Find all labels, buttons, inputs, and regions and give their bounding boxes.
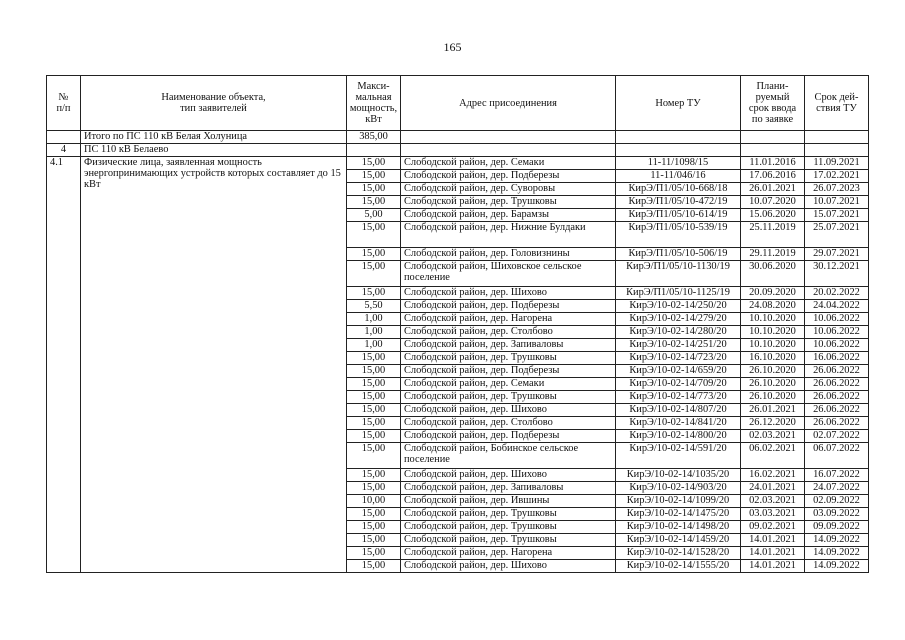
planned-date-cell: 16.10.2020 bbox=[741, 352, 805, 365]
address-cell: Слободской район, дер. Шихово bbox=[401, 560, 616, 573]
power-cell: 15,00 bbox=[347, 378, 401, 391]
tu-number-cell: КирЭ/П1/05/10-1125/19 bbox=[616, 287, 741, 300]
planned-date-cell: 09.02.2021 bbox=[741, 521, 805, 534]
power-cell: 15,00 bbox=[347, 261, 401, 287]
validity-date-cell: 24.07.2022 bbox=[805, 482, 869, 495]
tu-number-cell: КирЭ/10-02-14/659/20 bbox=[616, 365, 741, 378]
planned-date-cell: 15.06.2020 bbox=[741, 209, 805, 222]
planned-date-cell: 26.10.2020 bbox=[741, 391, 805, 404]
tu-number-cell: КирЭ/10-02-14/1498/20 bbox=[616, 521, 741, 534]
planned-date-cell: 10.10.2020 bbox=[741, 313, 805, 326]
address-cell: Слободской район, дер. Столбово bbox=[401, 326, 616, 339]
tu-number-cell: КирЭ/П1/05/10-668/18 bbox=[616, 183, 741, 196]
validity-date-cell: 15.07.2021 bbox=[805, 209, 869, 222]
validity-date-cell: 10.06.2022 bbox=[805, 326, 869, 339]
header-power: Макси- мальная мощность, кВт bbox=[347, 76, 401, 131]
power-cell: 15,00 bbox=[347, 157, 401, 170]
validity-date-cell: 26.06.2022 bbox=[805, 365, 869, 378]
planned-date-cell: 14.01.2021 bbox=[741, 534, 805, 547]
tu-number-cell: КирЭ/10-02-14/251/20 bbox=[616, 339, 741, 352]
power-cell: 15,00 bbox=[347, 508, 401, 521]
total-row bbox=[47, 131, 869, 144]
planned-date-cell: 24.08.2020 bbox=[741, 300, 805, 313]
address-cell: Слободской район, дер. Запиваловы bbox=[401, 339, 616, 352]
address-cell: Слободской район, дер. Нижние Булдаки bbox=[401, 222, 616, 248]
address-cell: Слободской район, дер. Столбово bbox=[401, 417, 616, 430]
tu-number-cell: КирЭ/10-02-14/1555/20 bbox=[616, 560, 741, 573]
planned-date-cell: 17.06.2016 bbox=[741, 170, 805, 183]
section-row bbox=[47, 144, 869, 157]
address-cell: Слободской район, дер. Шихово bbox=[401, 404, 616, 417]
address-cell: Слободской район, дер. Подберезы bbox=[401, 430, 616, 443]
tu-number-cell: КирЭ/10-02-14/591/20 bbox=[616, 443, 741, 469]
address-cell: Слободской район, Бобинское сельское поселение bbox=[401, 443, 616, 469]
address-cell: Слободской район, дер. Трушковы bbox=[401, 534, 616, 547]
power-cell: 15,00 bbox=[347, 547, 401, 560]
power-cell: 1,00 bbox=[347, 313, 401, 326]
validity-date-cell: 20.02.2022 bbox=[805, 287, 869, 300]
power-cell: 15,00 bbox=[347, 534, 401, 547]
tu-number-cell: КирЭ/10-02-14/1459/20 bbox=[616, 534, 741, 547]
validity-date-cell: 26.06.2022 bbox=[805, 404, 869, 417]
planned-date-cell: 03.03.2021 bbox=[741, 508, 805, 521]
page-number: 165 bbox=[443, 40, 462, 54]
group-num: 4.1 bbox=[47, 157, 81, 573]
address-cell: Слободской район, дер. Подберезы bbox=[401, 365, 616, 378]
validity-date-cell: 09.09.2022 bbox=[805, 521, 869, 534]
address-cell: Слободской район, Шиховское сельское поселение bbox=[401, 261, 616, 287]
connections-table bbox=[46, 75, 869, 573]
tu-number-cell: КирЭ/П1/05/10-539/19 bbox=[616, 222, 741, 248]
power-cell: 15,00 bbox=[347, 287, 401, 300]
group-name: Физические лица, заявленная мощность энергопринимающих устройств которых составляет до 15 кВт bbox=[81, 157, 347, 573]
address-cell: Слободской район, дер. Барамзы bbox=[401, 209, 616, 222]
planned-date-cell: 26.01.2021 bbox=[741, 183, 805, 196]
address-cell: Слободской район, дер. Шихово bbox=[401, 287, 616, 300]
address-cell: Слободской район, дер. Трушковы bbox=[401, 352, 616, 365]
header-name: Наименование объекта, тип заявителей bbox=[81, 76, 347, 131]
address-cell: Слободской район, дер. Нагорена bbox=[401, 547, 616, 560]
tu-number-cell: КирЭ/10-02-14/1099/20 bbox=[616, 495, 741, 508]
address-cell: Слободской район, дер. Запиваловы bbox=[401, 482, 616, 495]
power-cell: 10,00 bbox=[347, 495, 401, 508]
table-row bbox=[47, 157, 869, 170]
tu-number-cell: КирЭ/10-02-14/1528/20 bbox=[616, 547, 741, 560]
address-cell: Слободской район, дер. Трушковы bbox=[401, 521, 616, 534]
validity-date-cell: 26.07.2023 bbox=[805, 183, 869, 196]
total-power: 385,00 bbox=[347, 131, 401, 144]
tu-number-cell: КирЭ/П1/05/10-472/19 bbox=[616, 196, 741, 209]
planned-date-cell: 14.01.2021 bbox=[741, 560, 805, 573]
total-label: Итого по ПС 110 кВ Белая Холуница bbox=[81, 131, 347, 144]
planned-date-cell: 16.02.2021 bbox=[741, 469, 805, 482]
address-cell: Слободской район, дер. Головизнины bbox=[401, 248, 616, 261]
validity-date-cell: 14.09.2022 bbox=[805, 534, 869, 547]
tu-number-cell: КирЭ/П1/05/10-614/19 bbox=[616, 209, 741, 222]
power-cell: 15,00 bbox=[347, 430, 401, 443]
validity-date-cell: 10.07.2021 bbox=[805, 196, 869, 209]
power-cell: 15,00 bbox=[347, 222, 401, 248]
address-cell: Слободской район, дер. Трушковы bbox=[401, 508, 616, 521]
power-cell: 15,00 bbox=[347, 391, 401, 404]
power-cell: 15,00 bbox=[347, 469, 401, 482]
validity-date-cell: 02.09.2022 bbox=[805, 495, 869, 508]
table-header-row bbox=[47, 76, 869, 131]
tu-number-cell: КирЭ/10-02-14/1475/20 bbox=[616, 508, 741, 521]
tu-number-cell: КирЭ/10-02-14/841/20 bbox=[616, 417, 741, 430]
validity-date-cell: 26.06.2022 bbox=[805, 417, 869, 430]
planned-date-cell: 26.10.2020 bbox=[741, 378, 805, 391]
validity-date-cell: 06.07.2022 bbox=[805, 443, 869, 469]
tu-number-cell: КирЭ/10-02-14/709/20 bbox=[616, 378, 741, 391]
planned-date-cell: 26.10.2020 bbox=[741, 365, 805, 378]
tu-number-cell: 11-11/1098/15 bbox=[616, 157, 741, 170]
section-label: ПС 110 кВ Белаево bbox=[81, 144, 347, 157]
total-num bbox=[47, 131, 81, 144]
tu-number-cell: 11-11/046/16 bbox=[616, 170, 741, 183]
address-cell: Слободской район, дер. Семаки bbox=[401, 157, 616, 170]
tu-number-cell: КирЭ/10-02-14/807/20 bbox=[616, 404, 741, 417]
tu-number-cell: КирЭ/П1/05/10-1130/19 bbox=[616, 261, 741, 287]
planned-date-cell: 02.03.2021 bbox=[741, 495, 805, 508]
power-cell: 15,00 bbox=[347, 560, 401, 573]
planned-date-cell: 10.10.2020 bbox=[741, 339, 805, 352]
address-cell: Слободской район, дер. Подберезы bbox=[401, 300, 616, 313]
address-cell: Слободской район, дер. Шихово bbox=[401, 469, 616, 482]
power-cell: 5,00 bbox=[347, 209, 401, 222]
validity-date-cell: 10.06.2022 bbox=[805, 313, 869, 326]
planned-date-cell: 06.02.2021 bbox=[741, 443, 805, 469]
header-address: Адрес присоединения bbox=[401, 76, 616, 131]
address-cell: Слободской район, дер. Семаки bbox=[401, 378, 616, 391]
validity-date-cell: 11.09.2021 bbox=[805, 157, 869, 170]
validity-date-cell: 30.12.2021 bbox=[805, 261, 869, 287]
section-num: 4 bbox=[47, 144, 81, 157]
header-num: № п/п bbox=[47, 76, 81, 131]
tu-number-cell: КирЭ/10-02-14/250/20 bbox=[616, 300, 741, 313]
validity-date-cell: 17.02.2021 bbox=[805, 170, 869, 183]
tu-number-cell: КирЭ/10-02-14/1035/20 bbox=[616, 469, 741, 482]
address-cell: Слободской район, дер. Суворовы bbox=[401, 183, 616, 196]
planned-date-cell: 02.03.2021 bbox=[741, 430, 805, 443]
power-cell: 5,50 bbox=[347, 300, 401, 313]
power-cell: 15,00 bbox=[347, 170, 401, 183]
planned-date-cell: 30.06.2020 bbox=[741, 261, 805, 287]
tu-number-cell: КирЭ/10-02-14/279/20 bbox=[616, 313, 741, 326]
address-cell: Слободской район, дер. Подберезы bbox=[401, 170, 616, 183]
address-cell: Слободской район, дер. Ившины bbox=[401, 495, 616, 508]
power-cell: 15,00 bbox=[347, 521, 401, 534]
header-planned: Плани- руемый срок ввода по заявке bbox=[741, 76, 805, 131]
header-validity: Срок дей- ствия ТУ bbox=[805, 76, 869, 131]
planned-date-cell: 11.01.2016 bbox=[741, 157, 805, 170]
tu-number-cell: КирЭ/10-02-14/773/20 bbox=[616, 391, 741, 404]
tu-number-cell: КирЭ/10-02-14/723/20 bbox=[616, 352, 741, 365]
planned-date-cell: 26.12.2020 bbox=[741, 417, 805, 430]
address-cell: Слободской район, дер. Трушковы bbox=[401, 391, 616, 404]
validity-date-cell: 25.07.2021 bbox=[805, 222, 869, 248]
planned-date-cell: 29.11.2019 bbox=[741, 248, 805, 261]
validity-date-cell: 10.06.2022 bbox=[805, 339, 869, 352]
planned-date-cell: 24.01.2021 bbox=[741, 482, 805, 495]
tu-number-cell: КирЭ/П1/05/10-506/19 bbox=[616, 248, 741, 261]
validity-date-cell: 26.06.2022 bbox=[805, 378, 869, 391]
validity-date-cell: 16.06.2022 bbox=[805, 352, 869, 365]
tu-number-cell: КирЭ/10-02-14/903/20 bbox=[616, 482, 741, 495]
power-cell: 15,00 bbox=[347, 248, 401, 261]
power-cell: 15,00 bbox=[347, 404, 401, 417]
validity-date-cell: 26.06.2022 bbox=[805, 391, 869, 404]
planned-date-cell: 10.07.2020 bbox=[741, 196, 805, 209]
power-cell: 15,00 bbox=[347, 482, 401, 495]
power-cell: 1,00 bbox=[347, 339, 401, 352]
power-cell: 15,00 bbox=[347, 365, 401, 378]
validity-date-cell: 14.09.2022 bbox=[805, 560, 869, 573]
power-cell: 1,00 bbox=[347, 326, 401, 339]
power-cell: 15,00 bbox=[347, 417, 401, 430]
planned-date-cell: 26.01.2021 bbox=[741, 404, 805, 417]
planned-date-cell: 20.09.2020 bbox=[741, 287, 805, 300]
tu-number-cell: КирЭ/10-02-14/280/20 bbox=[616, 326, 741, 339]
validity-date-cell: 03.09.2022 bbox=[805, 508, 869, 521]
power-cell: 15,00 bbox=[347, 352, 401, 365]
power-cell: 15,00 bbox=[347, 183, 401, 196]
power-cell: 15,00 bbox=[347, 196, 401, 209]
validity-date-cell: 14.09.2022 bbox=[805, 547, 869, 560]
planned-date-cell: 14.01.2021 bbox=[741, 547, 805, 560]
planned-date-cell: 25.11.2019 bbox=[741, 222, 805, 248]
power-cell: 15,00 bbox=[347, 443, 401, 469]
tu-number-cell: КирЭ/10-02-14/800/20 bbox=[616, 430, 741, 443]
validity-date-cell: 16.07.2022 bbox=[805, 469, 869, 482]
address-cell: Слободской район, дер. Трушковы bbox=[401, 196, 616, 209]
planned-date-cell: 10.10.2020 bbox=[741, 326, 805, 339]
validity-date-cell: 29.07.2021 bbox=[805, 248, 869, 261]
validity-date-cell: 02.07.2022 bbox=[805, 430, 869, 443]
address-cell: Слободской район, дер. Нагорена bbox=[401, 313, 616, 326]
validity-date-cell: 24.04.2022 bbox=[805, 300, 869, 313]
header-tu-number: Номер ТУ bbox=[616, 76, 741, 131]
